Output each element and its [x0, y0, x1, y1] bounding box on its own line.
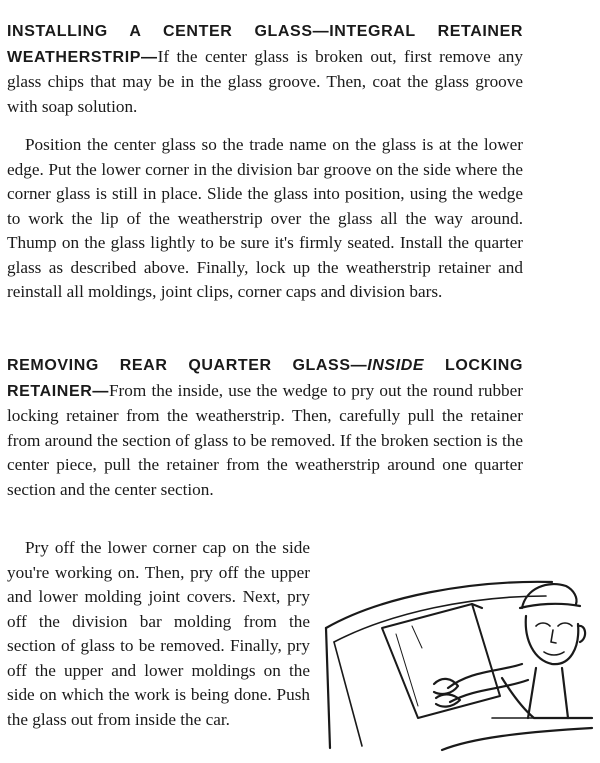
- section-pry-off-moldings: [7, 536, 310, 732]
- paragraph-text: If the center glass is broken out, first remove any glass chips that may be in the glass groove. Then, coat the glass groove with soap solution.: [7, 46, 523, 116]
- mechanic-pushing-glass-illustration: [322, 568, 594, 753]
- heading-part: LOCKING RETAINER—: [7, 357, 523, 400]
- section-installing-center-glass: [7, 19, 523, 119]
- paragraph-text: Pry off the lower corner cap on the side you're working on. Then, pry off the upper and lower molding joint covers. Next, pry off the division bar molding from the section of glass to be removed. Finally, pry off the upper and lower moldings on the side on which the work is being done. Push the glass out from inside the car.: [7, 538, 310, 729]
- heading-emphasis: INSIDE: [367, 357, 425, 375]
- paragraph-text: From the inside, use the wedge to pry out the round rubber locking retainer from the weatherstrip. Then, carefully pull the retainer from around the section of glass to be removed. If the broken section is the center piece, pull the retainer from the weatherstrip around one quarter section and the center section.: [7, 380, 523, 499]
- heading-installing-center-glass: INSTALLING A CENTER GLASS—INTEGRAL RETAINER WEATHERSTRIP—: [7, 23, 523, 66]
- section-position-center-glass: [7, 133, 523, 305]
- heading-part: REMOVING REAR QUARTER GLASS—: [7, 357, 368, 375]
- paragraph-text: Position the center glass so the trade name on the glass is at the lower edge. Put the lower corner in the division bar groove on the side where the corner glass is still in place. Slide the glass into position, using the wedge to work the lip of the weatherstrip over the glass all the way around. Thump on the glass lightly to be sure it's firmly seated. Install the quarter glass as described above. Finally, lock up the weatherstrip retainer and reinstall all moldings, joint clips, corner caps and division bars.: [7, 135, 523, 302]
- section-removing-rear-quarter-glass: [7, 353, 523, 502]
